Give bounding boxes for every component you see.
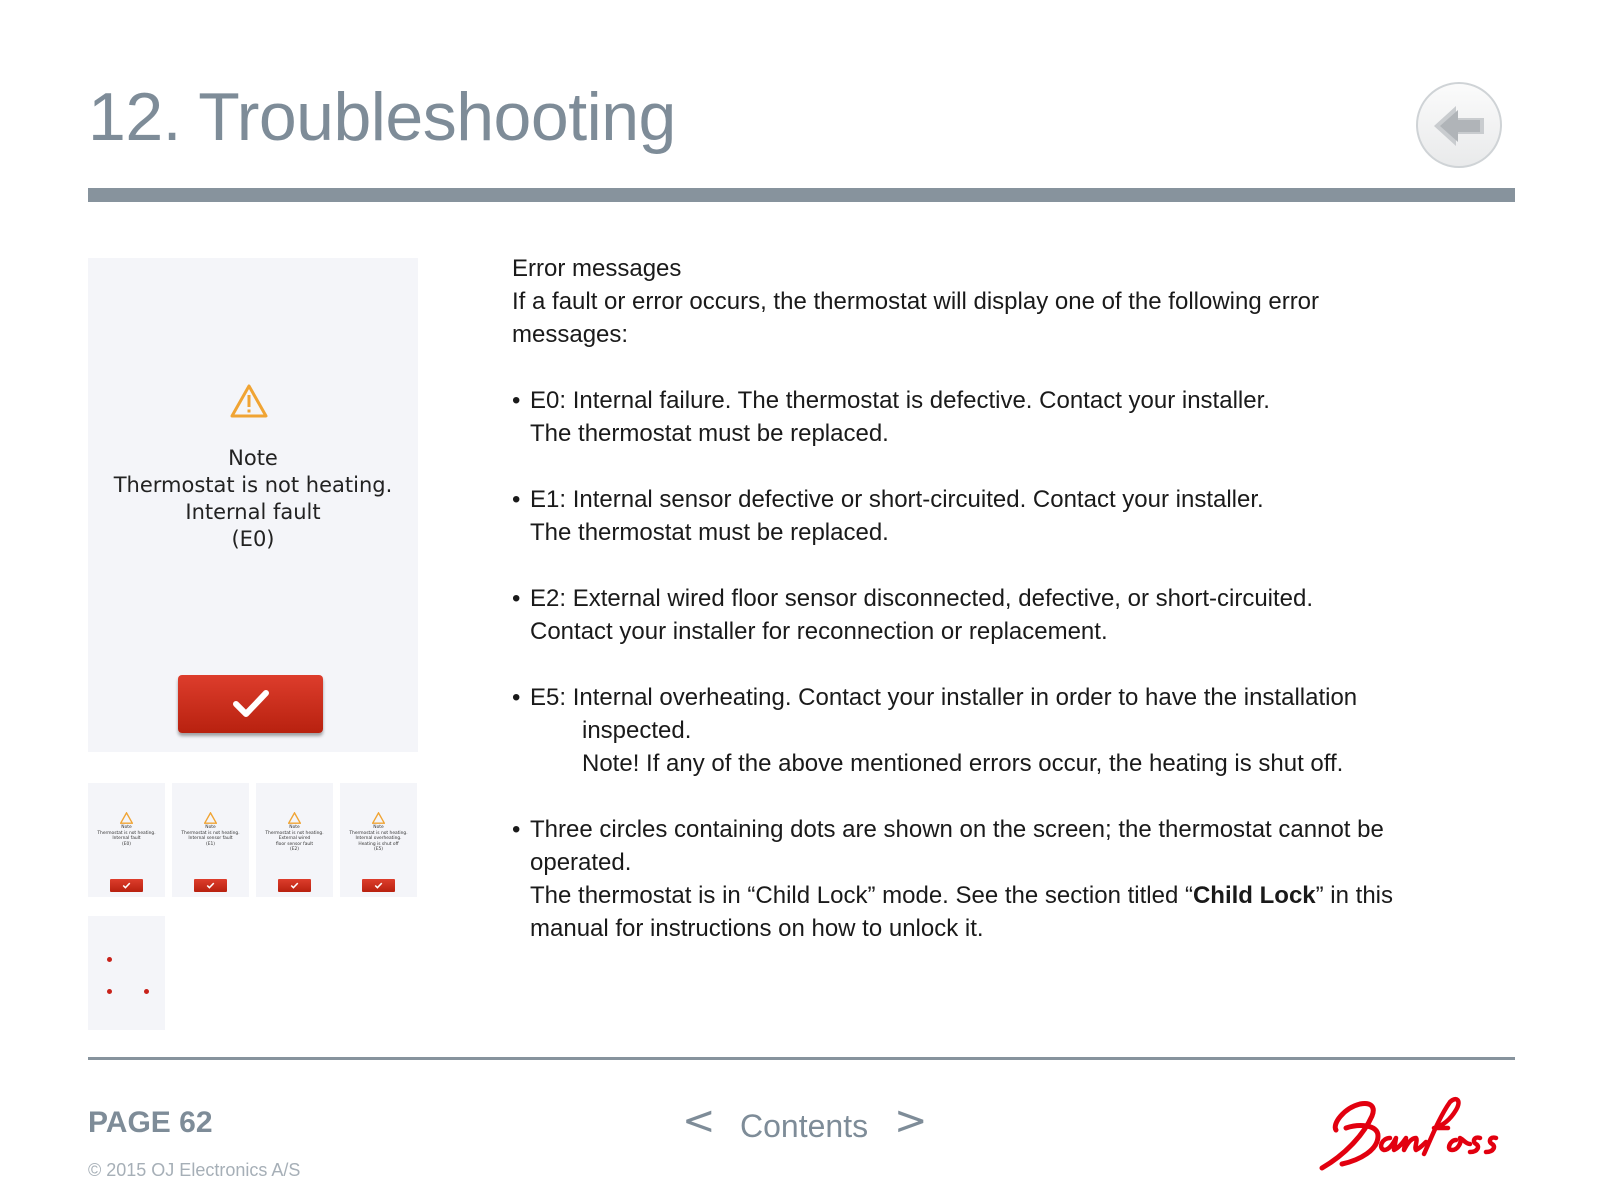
intro-text: If a fault or error occurs, the thermostat will display one of the following error — [512, 288, 1320, 315]
section-heading: Error messages — [512, 255, 682, 282]
thumb-line: floor sensor fault — [275, 841, 314, 847]
next-page-button[interactable]: > — [894, 1098, 928, 1144]
lock-dot — [107, 957, 112, 962]
bullet: • — [512, 585, 521, 612]
error-text: The thermostat must be replaced. — [530, 420, 889, 447]
copyright: © 2015 OJ Electronics A/S — [88, 1160, 301, 1180]
thumbnail-e2 — [256, 783, 333, 897]
thermostat-screen — [88, 258, 418, 752]
thumb-line: Internal fault — [112, 836, 141, 842]
error-item-e1 — [512, 483, 1522, 549]
previous-page-button[interactable]: < — [682, 1098, 716, 1144]
error-text: E5: Internal overheating. Contact your installer in order to have the installation — [530, 684, 1358, 711]
thumb-line: Note — [205, 825, 216, 830]
header-divider — [88, 188, 1515, 202]
thumb-line: Internal overheating. — [355, 836, 402, 842]
back-arrow-icon — [1432, 102, 1488, 150]
page-number: PAGE 62 — [88, 1106, 213, 1139]
warning-triangle-icon — [288, 812, 301, 824]
error-text: E1: Internal sensor defective or short-circuited. Contact your installer. — [530, 486, 1264, 513]
lock-dot — [107, 989, 112, 994]
lock-text: operated. — [530, 849, 632, 876]
screen-message — [88, 445, 418, 553]
warning-triangle-icon — [372, 812, 385, 824]
lock-text-part: The thermostat is in “Child Lock” mode. See the section titled “ — [530, 882, 1193, 909]
thumb-line: (E5) — [374, 847, 383, 853]
footer-divider — [88, 1057, 1515, 1060]
warning-triangle-icon — [204, 812, 217, 824]
thumb-line: (E0) — [122, 841, 131, 847]
error-item-e5 — [512, 681, 1522, 780]
lock-text: Three circles containing dots are shown on the screen; the thermostat cannot be — [530, 816, 1384, 843]
checkmark-icon — [232, 688, 270, 720]
lock-text — [530, 879, 1522, 912]
bullet: • — [512, 816, 521, 843]
bullet: • — [512, 684, 521, 711]
screen-line: Internal fault — [185, 500, 321, 524]
thumb-line: (E2) — [290, 847, 299, 853]
error-text: inspected. — [582, 717, 692, 744]
back-button[interactable] — [1416, 82, 1502, 168]
thumb-line: Note — [289, 825, 300, 830]
thumb-line: Thermostat is not heating. — [265, 830, 324, 836]
thumb-line: Internal sensor fault — [188, 836, 233, 842]
screen-line: Note — [228, 446, 278, 470]
error-item-e0 — [512, 384, 1522, 450]
danfoss-logo — [1316, 1094, 1521, 1176]
bullet: • — [512, 486, 521, 513]
thumbnail-child-lock — [88, 916, 165, 1030]
thumbnail-e1 — [172, 783, 249, 897]
thumb-line: (E1) — [206, 841, 215, 847]
page-title: 12. Troubleshooting — [88, 79, 676, 155]
error-text: Contact your installer for reconnection or replacement. — [530, 618, 1108, 645]
checkmark-icon — [374, 882, 383, 889]
child-lock-reference: Child Lock — [1192, 882, 1316, 909]
thumb-line: Heating is shut off — [358, 841, 399, 847]
lock-text-part: ” in this — [1315, 882, 1393, 909]
error-text: The thermostat must be replaced. — [530, 519, 889, 546]
thumb-confirm-button — [278, 879, 311, 892]
thumbnail-e0 — [88, 783, 165, 897]
thumb-confirm-button — [194, 879, 227, 892]
checkmark-icon — [122, 882, 131, 889]
lock-text: manual for instructions on how to unlock it. — [530, 915, 984, 942]
screen-line: Thermostat is not heating. — [113, 473, 393, 497]
error-item-e2 — [512, 582, 1522, 648]
child-lock-item — [512, 813, 1522, 945]
intro-text: messages: — [512, 321, 629, 348]
thumb-line: Thermostat is not heating. — [97, 830, 156, 836]
screen-line: (E0) — [231, 527, 275, 551]
error-messages-section — [512, 252, 1522, 945]
checkmark-icon — [290, 882, 299, 889]
thumbnail-e5 — [340, 783, 417, 897]
confirm-button[interactable] — [178, 675, 323, 733]
thumb-line: External wired — [278, 836, 311, 842]
lock-dot — [144, 989, 149, 994]
thumb-confirm-button — [110, 879, 143, 892]
error-note: Note! If any of the above mentioned errors occur, the heating is shut off. — [582, 750, 1344, 777]
error-text: E0: Internal failure. The thermostat is defective. Contact your installer. — [530, 387, 1270, 414]
thumb-line: Thermostat is not heating. — [181, 830, 240, 836]
contents-link[interactable]: Contents — [740, 1108, 869, 1144]
thumb-confirm-button — [362, 879, 395, 892]
warning-triangle-icon — [230, 384, 268, 418]
thumb-line: Note — [121, 825, 132, 830]
warning-triangle-icon — [120, 812, 133, 824]
thumb-line: Thermostat is not heating. — [349, 830, 408, 836]
checkmark-icon — [206, 882, 215, 889]
bullet: • — [512, 387, 521, 414]
thumb-line: Note — [373, 825, 384, 830]
error-text: E2: External wired floor sensor disconnected, defective, or short-circuited. — [530, 585, 1314, 612]
